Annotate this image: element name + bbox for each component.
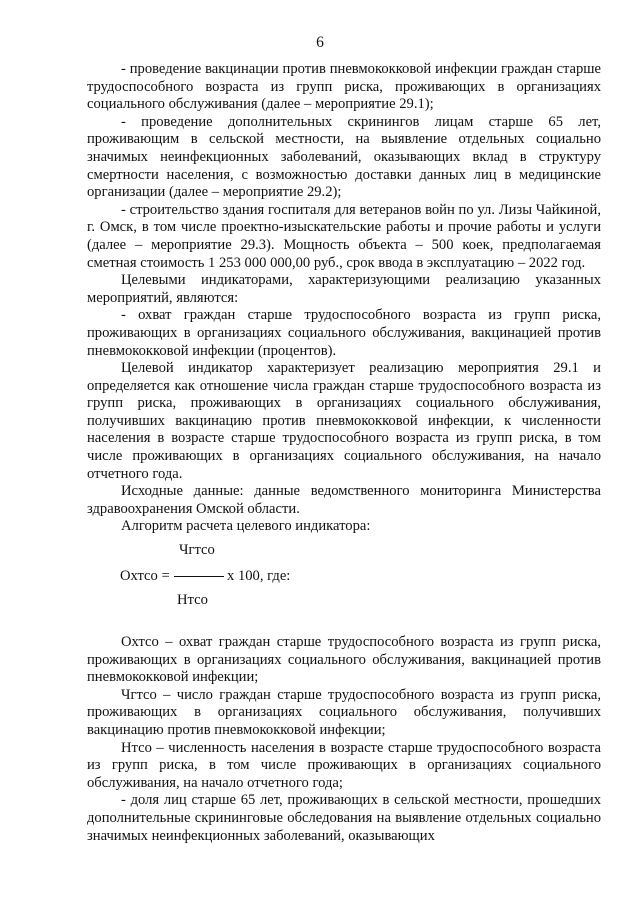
formula-rhs: x 100, где:	[227, 568, 291, 585]
formula-lhs: Охтсо =	[120, 568, 170, 585]
paragraph-definition-ntso: Нтсо – численность населения в возрасте старше трудоспособного возраста из групп риска, в том числе проживающих в организациях социального обслуживания, на начало отчетного года;	[87, 739, 601, 791]
formula	[87, 542, 601, 614]
paragraph-measure-29-3: - строительство здания госпиталя для ветеранов войн по ул. Лизы Чайкиной, г. Омск, в том числе проектно-изыскательские работы и прочие работы и услуги (далее – мероприятие 29.3). Мощность объекта – 500 коек, предполагаемая сметная стоимость 1 253 000 000,00 руб., срок ввода в эксплуатацию – 2022 год.	[87, 201, 601, 271]
paragraph-source-data: Исходные данные: данные ведомственного мониторинга Министерства здравоохранения Омской области.	[87, 483, 601, 517]
formula-fraction-line	[174, 576, 224, 577]
paragraph-indicator-screening: - доля лиц старше 65 лет, проживающих в сельской местности, прошедших дополнительные скрининговые обследования на выявление отдельных социально значимых неинфекционных заболеваний, оказывающих	[87, 792, 601, 844]
page-number: 6	[316, 34, 324, 51]
paragraph-indicator-description: Целевой индикатор характеризует реализацию мероприятия 29.1 и определяется как отношение числа граждан старше трудоспособного возраста из групп риска, проживающих в организациях социального обслуживания, получивших вакцинацию против пневмококковой инфекции, к численности населения в возрасте старше трудоспособного возраста из групп риска, в том числе проживающих в организациях социального обслуживания, на начало отчетного года.	[87, 360, 601, 482]
paragraph-indicators-intro: Целевыми индикаторами, характеризующими реализацию указанных мероприятий, являются:	[87, 272, 601, 306]
formula-numerator: Чгтсо	[179, 542, 215, 559]
paragraph-algorithm-heading: Алгоритм расчета целевого индикатора:	[121, 518, 371, 535]
paragraph-measure-29-2: - проведение дополнительных скринингов лицам старше 65 лет, проживающим в сельской местности, на выявление отдельных социально значимых неинфекционных заболеваний, оказывающих вклад в структуру смертности населения, с возможностью доставки данных лиц в медицинские организации (далее – мероприятие 29.2);	[87, 113, 601, 201]
paragraph-definition-chgtso: Чгтсо – число граждан старше трудоспособного возраста из групп риска, проживающих в организациях социального обслуживания, получивших вакцинацию против пневмококковой инфекции;	[87, 686, 601, 738]
paragraph-indicator-coverage: - охват граждан старше трудоспособного возраста из групп риска, проживающих в организациях социального обслуживания, вакцинацией против пневмококковой инфекции (процентов).	[87, 307, 601, 359]
paragraph-definition-ohtso: Охтсо – охват граждан старше трудоспособного возраста из групп риска, проживающих в организациях социального обслуживания, вакцинацией против пневмококковой инфекции;	[87, 634, 601, 686]
paragraph-measure-29-1: - проведение вакцинации против пневмококковой инфекции граждан старше трудоспособного возраста из групп риска, проживающих в организациях социального обслуживания (далее – мероприятие 29.1);	[87, 61, 601, 113]
formula-denominator: Нтсо	[177, 592, 208, 609]
page-content	[87, 61, 601, 845]
